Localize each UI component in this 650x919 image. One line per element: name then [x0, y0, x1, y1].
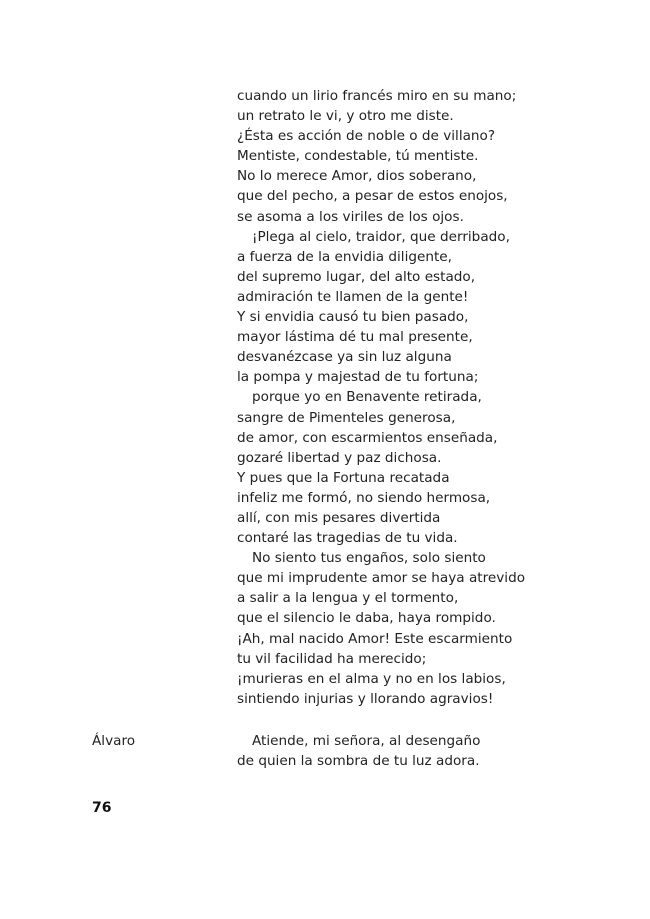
- verse-line: mayor lástima dé tu mal presente,: [237, 329, 473, 346]
- verse-line-indented: porque yo en Benavente retirada,: [252, 389, 482, 406]
- verse-line: allí, con mis pesares divertida: [237, 509, 441, 526]
- verse-line: desvanézcase ya sin luz alguna: [237, 349, 452, 366]
- verse-line: la pompa y majestad de tu fortuna;: [237, 369, 479, 386]
- speaker-name: Álvaro: [92, 733, 136, 749]
- verse-line: que el silencio le daba, haya rompido.: [237, 610, 496, 627]
- speech-line-indented: Atiende, mi señora, al desengaño: [252, 733, 481, 749]
- verse-line: contaré las tragedias de tu vida.: [237, 530, 458, 547]
- verse-line: gozaré libertad y paz dichosa.: [237, 449, 442, 466]
- verse-line: un retrato le vi, y otro me diste.: [237, 108, 454, 125]
- verse-line-indented: No siento tus engaños, solo siento: [252, 550, 486, 567]
- speech-line: de quien la sombra de tu luz adora.: [237, 753, 480, 770]
- verse-line: Y si envidia causó tu bien pasado,: [237, 309, 469, 326]
- verse-line: infeliz me formó, no siendo hermosa,: [237, 489, 491, 506]
- verse-line: a fuerza de la envidia diligente,: [237, 248, 452, 265]
- verse-line: No lo merece Amor, dios soberano,: [237, 168, 477, 185]
- verse-line: sintiendo injurias y llorando agravios!: [237, 690, 494, 707]
- verse-line: ¿Ésta es acción de noble o de villano?: [237, 128, 496, 145]
- verse-line: sangre de Pimenteles generosa,: [237, 409, 456, 426]
- verse-line: admiración te llamen de la gente!: [237, 288, 469, 305]
- verse-line: del supremo lugar, del alto estado,: [237, 268, 476, 285]
- verse-line: ¡murieras en el alma y no en los labios,: [237, 670, 506, 687]
- verse-line-indented: ¡Plega al cielo, traidor, que derribado,: [252, 228, 510, 245]
- speech-lines: [237, 731, 537, 771]
- verse-line: a salir a la lengua y el tormento,: [237, 590, 459, 607]
- verse-line: de amor, con escarmientos enseñada,: [237, 429, 498, 446]
- verse-line: que mi imprudente amor se haya atrevido: [237, 570, 526, 587]
- verse-line: tu vil facilidad ha merecido;: [237, 650, 427, 667]
- verse-line: se asoma a los viriles de los ojos.: [237, 208, 464, 225]
- verse-line: que del pecho, a pesar de estos enojos,: [237, 188, 508, 205]
- page-number: 76: [92, 800, 112, 816]
- verse-line: Mentiste, condestable, tú mentiste.: [237, 148, 479, 165]
- verse-block: [237, 86, 537, 709]
- verse-line: Y pues que la Fortuna recatada: [237, 469, 450, 486]
- verse-line: cuando un lirio francés miro en su mano;: [237, 88, 517, 104]
- verse-line: ¡Ah, mal nacido Amor! Este escarmiento: [237, 630, 513, 647]
